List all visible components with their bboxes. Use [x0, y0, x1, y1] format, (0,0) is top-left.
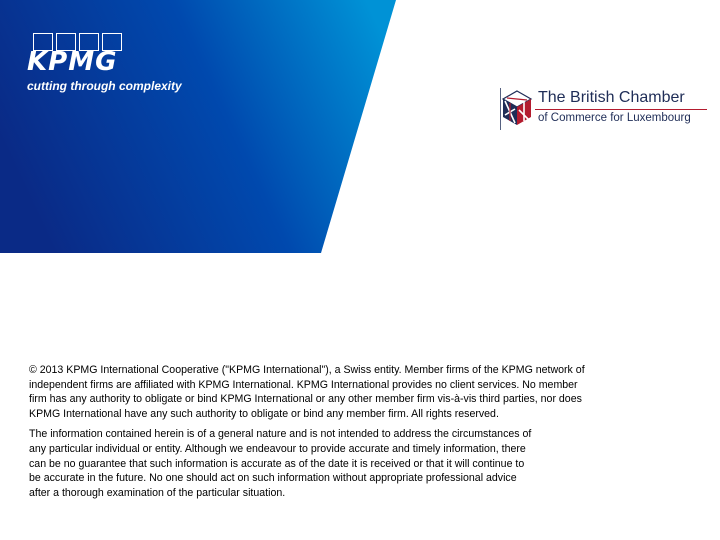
kpmg-logo	[27, 33, 207, 98]
legal-notice	[29, 363, 594, 500]
chamber-divider	[535, 109, 707, 110]
british-chamber-logo	[500, 88, 710, 130]
kpmg-wordmark: KPMG	[27, 47, 118, 77]
chamber-name-line1: The British Chamber	[538, 89, 685, 106]
disclaimer-paragraph: The information contained herein is of a general nature and is not intended to address the circumstances of any particular individual or entity. Although we endeavour to provide accurate and timely information, there can be no guarantee that such information is accurate as of the date it is received or that it will continue to be accurate in the future. No one should act on such information without appropriate professional advice after a thorough examination of the particular situation.	[29, 428, 532, 499]
copyright-paragraph: © 2013 KPMG International Cooperative ("KPMG International"), a Swiss entity. Member firms of the KPMG network of independent firms are affiliated with KPMG International. KPMG International provides no client services. No member firm has any authority to obligate or bind KPMG International or any other member firm vis-à-vis third parties, nor does KPMG International have any such authority to obligate or bind any member firm. All rights reserved.	[29, 364, 585, 420]
chamber-name-line2: of Commerce for Luxembourg	[538, 112, 691, 124]
kpmg-tagline: cutting through complexity	[27, 79, 182, 93]
union-jack-cube-icon	[500, 88, 534, 130]
